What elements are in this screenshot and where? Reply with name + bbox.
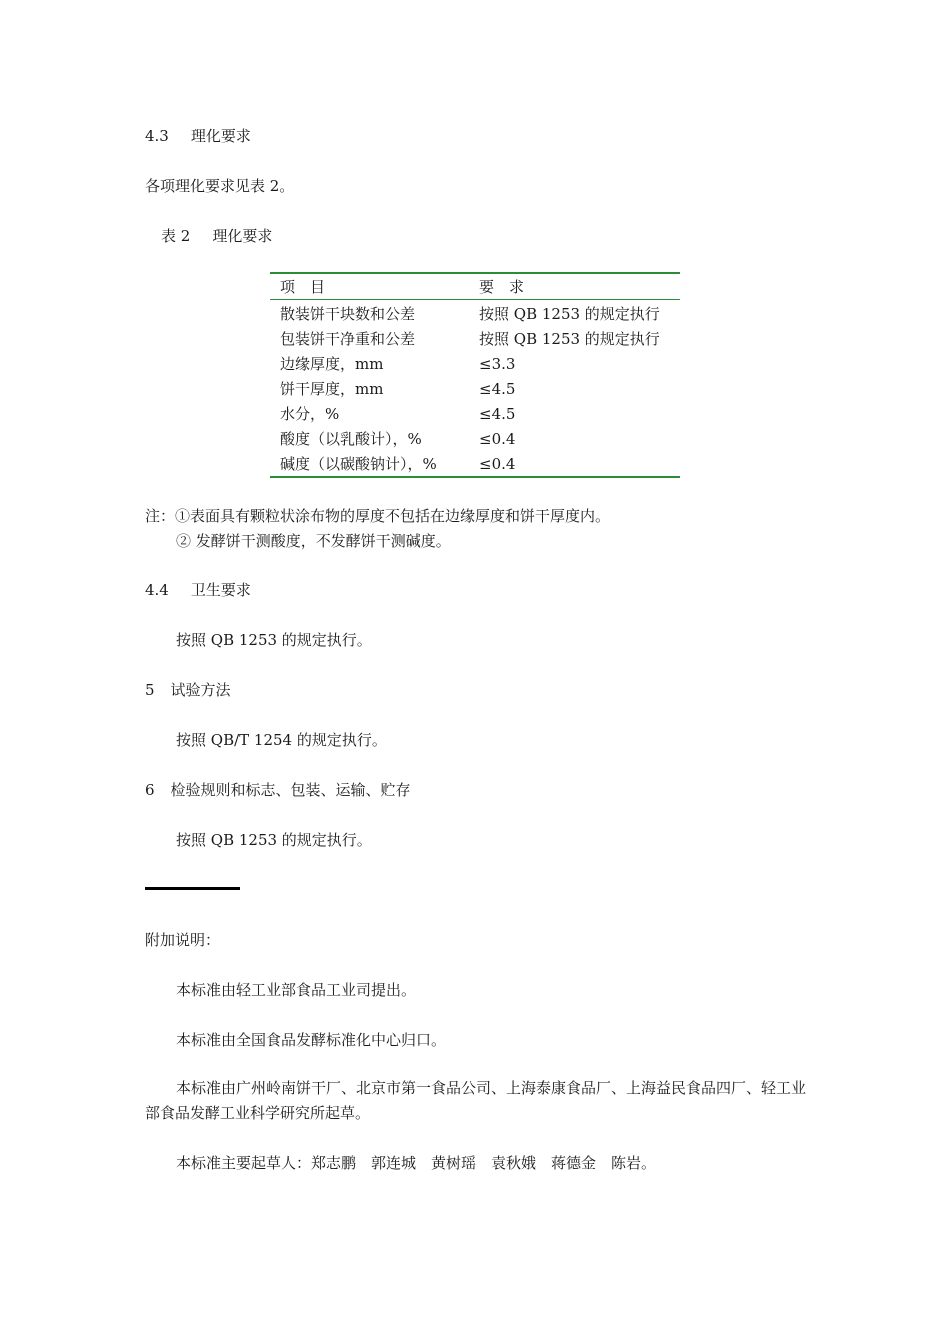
note-2: ② 发酵饼干测酸度，不发酵饼干测碱度。 xyxy=(176,532,451,550)
section-title: 检验规则和标志、包装、运输、贮存 xyxy=(170,781,411,799)
row-item: 酸度（以乳酸计），% xyxy=(280,430,422,448)
appendix-paragraph-1: 本标准由轻工业部食品工业司提出。 xyxy=(176,981,417,999)
row-item: 碱度（以碳酸钠计），% xyxy=(280,455,437,473)
section-4-4-heading xyxy=(145,580,251,600)
section-number: 6 xyxy=(145,781,155,799)
table-caption xyxy=(161,226,272,246)
section-6-heading xyxy=(145,780,411,800)
section-number: 4.3 xyxy=(145,127,169,145)
table-row xyxy=(270,301,680,326)
table-title: 理化要求 xyxy=(212,227,273,245)
row-item: 边缘厚度，mm xyxy=(280,355,384,373)
requirements-table xyxy=(270,272,680,478)
row-requirement: ≤4.5 xyxy=(479,404,516,423)
section-title: 试验方法 xyxy=(170,681,231,699)
section-4-3-heading xyxy=(145,126,251,146)
row-item: 饼干厚度，mm xyxy=(280,380,384,398)
section-6-body: 按照 QB 1253 的规定执行。 xyxy=(176,831,372,849)
section-4-4-body: 按照 QB 1253 的规定执行。 xyxy=(176,631,372,649)
appendix-title: 附加说明： xyxy=(145,931,221,949)
row-requirement: ≤0.4 xyxy=(479,454,516,473)
table-row xyxy=(270,401,680,426)
table-row xyxy=(270,426,680,451)
row-requirement: ≤3.3 xyxy=(479,354,516,373)
appendix-paragraph-3: 本标准由广州岭南饼干厂、北京市第一食品公司、上海泰康食品厂、上海益民食品四厂、轻工业部食品发酵工业科学研究所起草。 xyxy=(145,1079,807,1122)
section-title: 理化要求 xyxy=(190,127,251,145)
section-number: 4.4 xyxy=(145,581,169,599)
table-row xyxy=(270,376,680,401)
table-row xyxy=(270,326,680,351)
divider-rule xyxy=(145,887,240,890)
row-item: 包装饼干净重和公差 xyxy=(280,330,416,348)
row-requirement: ≤0.4 xyxy=(479,429,516,448)
header-requirement: 要 求 xyxy=(479,278,525,296)
appendix-paragraph-2: 本标准由全国食品发酵标准化中心归口。 xyxy=(176,1031,447,1049)
table-row xyxy=(270,351,680,376)
row-item: 水分，% xyxy=(280,405,340,423)
row-requirement: ≤4.5 xyxy=(479,379,516,398)
section-5-heading xyxy=(145,680,231,700)
row-item: 散装饼干块数和公差 xyxy=(280,305,416,323)
table-row xyxy=(270,451,680,476)
table-number: 表 2 xyxy=(161,227,191,245)
table-header-row xyxy=(270,274,680,300)
row-requirement: 按照 QB 1253 的规定执行 xyxy=(479,305,660,323)
appendix-paragraph-4: 本标准主要起草人：郑志鹏 郭连城 黄树瑶 袁秋娥 蒋德金 陈岩。 xyxy=(176,1154,657,1172)
header-item: 项 目 xyxy=(280,278,326,296)
note-1: 注：①表面具有颗粒状涂布物的厚度不包括在边缘厚度和饼干厚度内。 xyxy=(145,507,611,525)
intro-paragraph: 各项理化要求见表 2。 xyxy=(145,177,295,195)
row-requirement: 按照 QB 1253 的规定执行 xyxy=(479,330,660,348)
section-number: 5 xyxy=(145,681,155,699)
section-5-body: 按照 QB/T 1254 的规定执行。 xyxy=(176,731,387,749)
section-title: 卫生要求 xyxy=(190,581,251,599)
